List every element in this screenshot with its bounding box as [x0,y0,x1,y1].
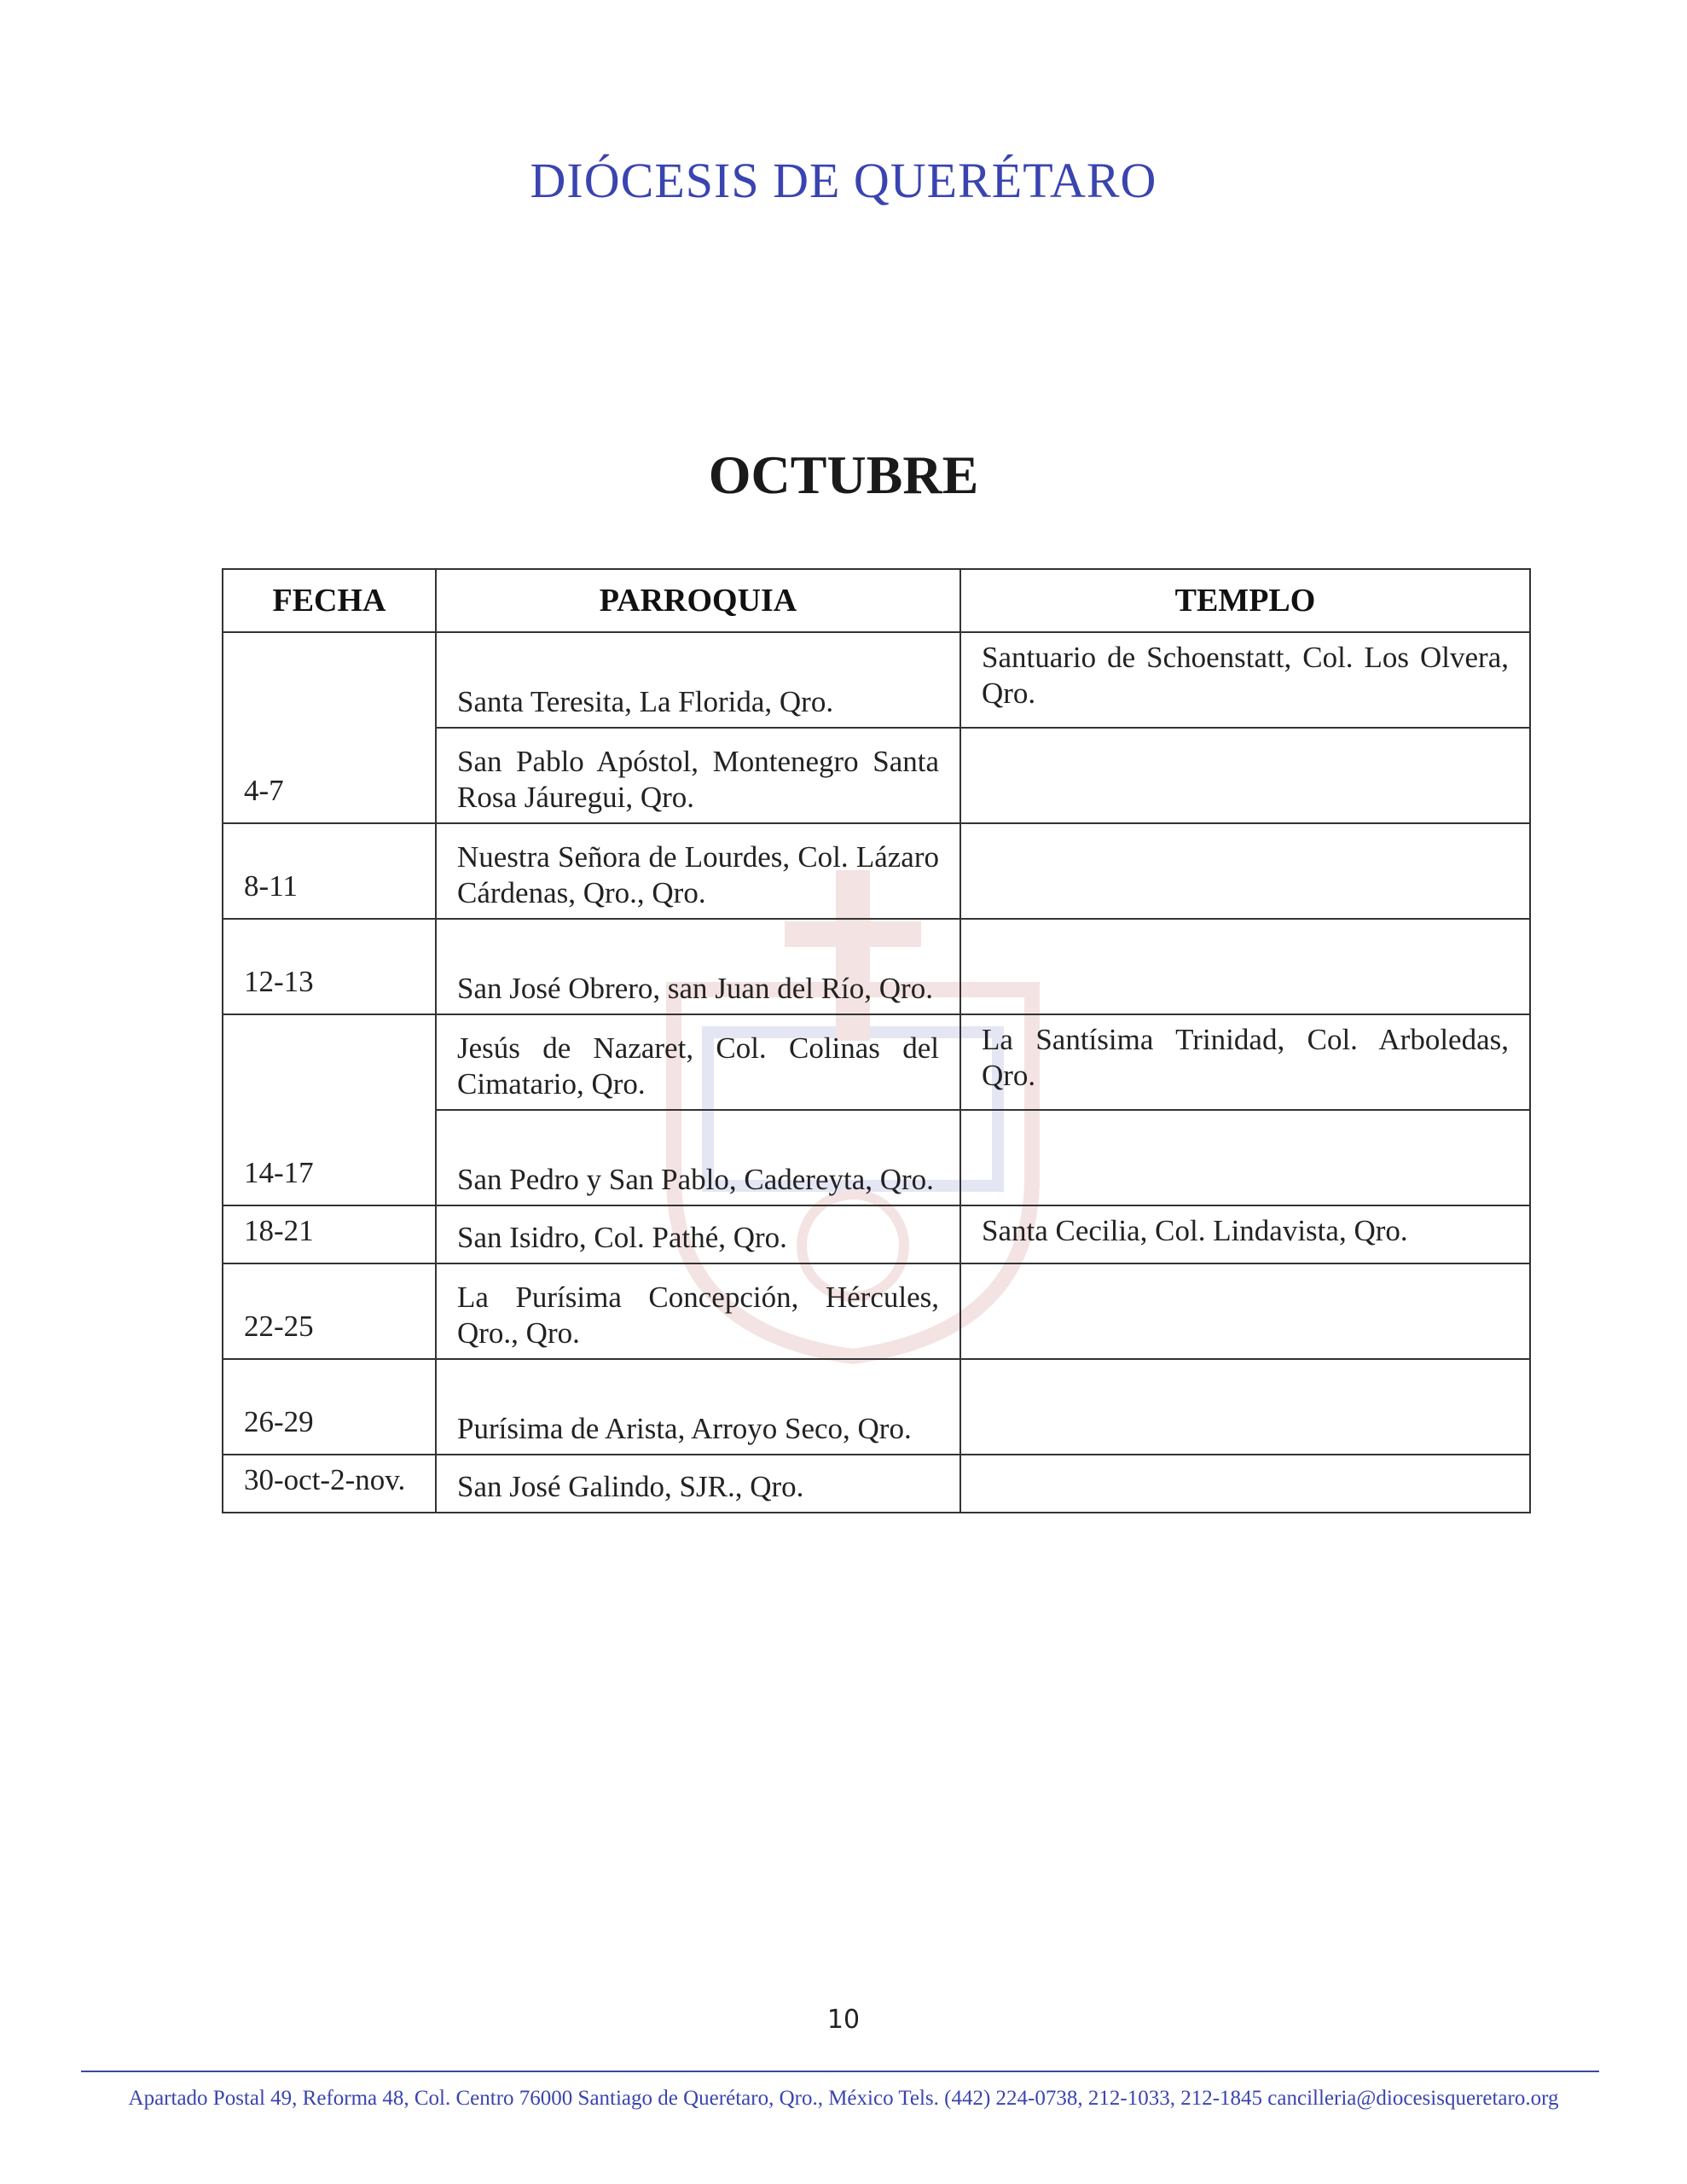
parroquia-cell: Jesús de Nazaret, Col. Colinas del Cimatario, Qro. [436,1014,960,1110]
fecha-cell: 4-7 [223,632,436,823]
diocese-title: DIÓCESIS DE QUERÉTARO [530,153,1157,208]
parroquia-cell: San José Obrero, san Juan del Río, Qro. [436,919,960,1014]
footer-divider [81,2071,1599,2072]
fecha-cell: 18-21 [223,1205,436,1263]
templo-cell [960,1110,1530,1205]
month-title: OCTUBRE [708,444,979,505]
parroquia-cell: La Purísima Concepción, Hércules, Qro., Qro. [436,1263,960,1359]
templo-cell: Santa Cecilia, Col. Lindavista, Qro. [960,1205,1530,1263]
parroquia-cell: Santa Teresita, La Florida, Qro. [436,632,960,728]
templo-cell [960,823,1530,919]
fecha-cell: 30-oct-2-nov. [223,1455,436,1513]
parroquia-cell: Nuestra Señora de Lourdes, Col. Lázaro Cárdenas, Qro., Qro. [436,823,960,919]
parroquia-cell: San Isidro, Col. Pathé, Qro. [436,1205,960,1263]
table-row [223,823,1530,919]
templo-cell [960,919,1530,1014]
table-header-row [223,569,1530,632]
table-row [223,1014,1530,1110]
templo-cell [960,1359,1530,1455]
table-row [223,919,1530,1014]
parroquia-cell: Purísima de Arista, Arroyo Seco, Qro. [436,1359,960,1455]
table-row [223,1263,1530,1359]
footer-address: Apartado Postal 49, Reforma 48, Col. Centro 76000 Santiago de Querétaro, Qro., México Tels. (442) 224-0738, 212-1033, 212-1845 cancilleria@diocesisqueretaro.org [128,2087,1559,2110]
fecha-cell: 8-11 [223,823,436,919]
fecha-cell: 26-29 [223,1359,436,1455]
table-row [223,1455,1530,1513]
header-templo: TEMPLO [960,569,1530,632]
table-row [223,1205,1530,1263]
table-row [223,1359,1530,1455]
page-number: 10 [826,2005,861,2035]
schedule-table [222,568,1531,1513]
templo-cell [960,1263,1530,1359]
header-parroquia: PARROQUIA [436,569,960,632]
parroquia-cell: San José Galindo, SJR., Qro. [436,1455,960,1513]
templo-cell [960,1455,1530,1513]
table-row [223,632,1530,728]
fecha-cell: 22-25 [223,1263,436,1359]
fecha-cell: 12-13 [223,919,436,1014]
header-fecha: FECHA [223,569,436,632]
parroquia-cell: San Pablo Apóstol, Montenegro Santa Rosa Jáuregui, Qro. [436,728,960,823]
fecha-cell: 14-17 [223,1014,436,1205]
templo-cell: Santuario de Schoenstatt, Col. Los Olvera, Qro. [960,632,1530,728]
templo-cell [960,728,1530,823]
parroquia-cell: San Pedro y San Pablo, Cadereyta, Qro. [436,1110,960,1205]
templo-cell: La Santísima Trinidad, Col. Arboledas, Qro. [960,1014,1530,1110]
